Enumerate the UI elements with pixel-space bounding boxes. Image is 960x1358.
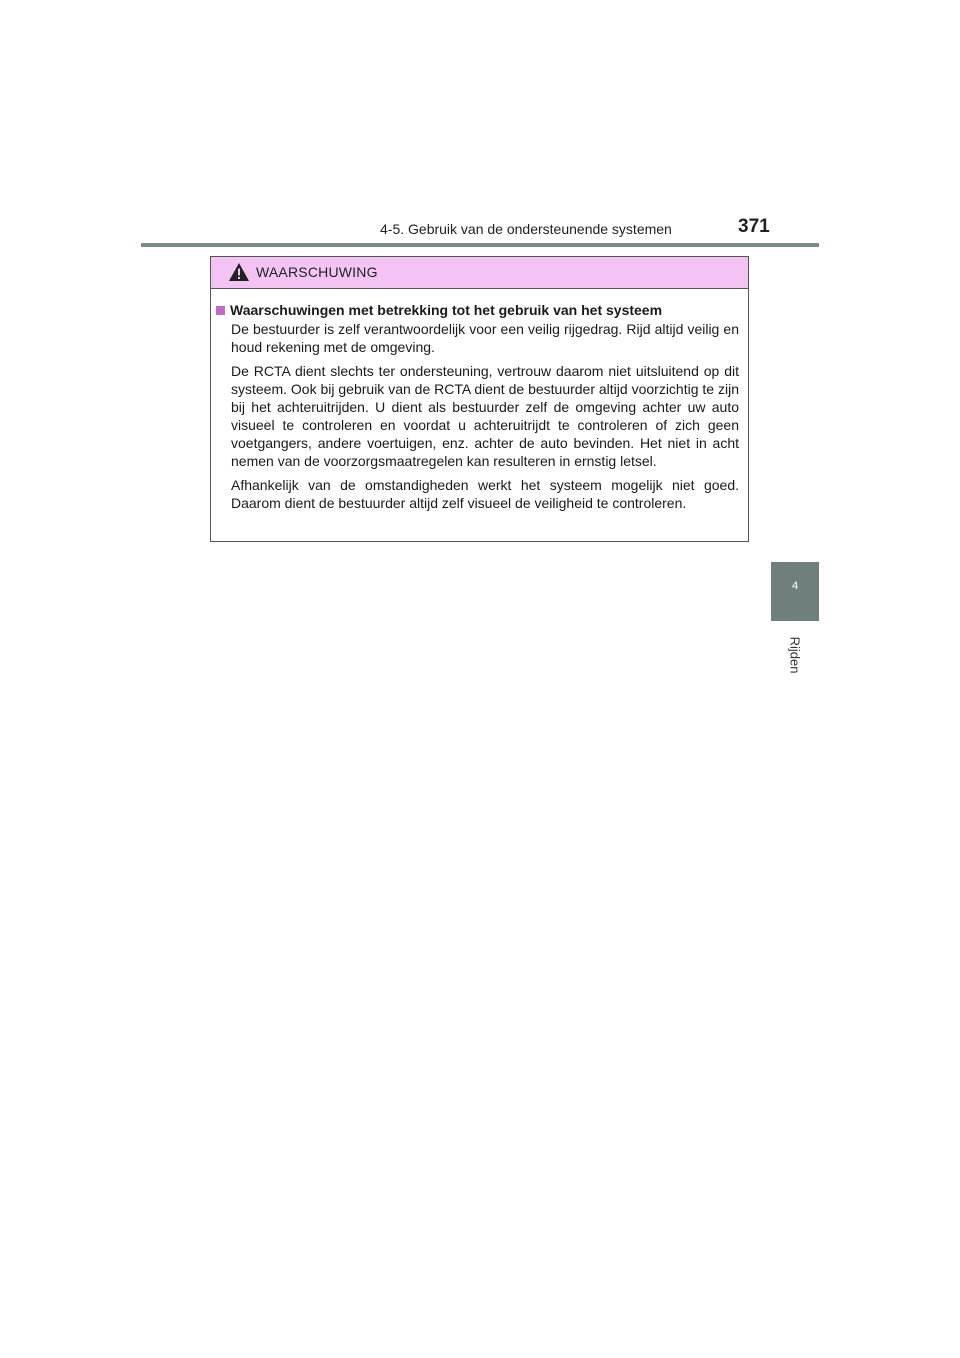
square-bullet-icon (216, 306, 225, 315)
chapter-tab (771, 562, 819, 621)
warning-heading (216, 301, 739, 319)
warning-header (211, 257, 748, 289)
header-divider (141, 243, 819, 247)
chapter-label: Rijden (787, 636, 803, 674)
chapter-number: 4 (791, 580, 799, 592)
warning-paragraph: De bestuurder is zelf verantwoordelijk voor een veilig rijgedrag. Rijd altijd veilig en houd rekening met de omgeving. (231, 321, 739, 355)
warning-title: WAARSCHUWING (256, 264, 378, 280)
warning-triangle-icon (228, 262, 250, 282)
warning-heading-text: Waarschuwingen met betrekking tot het gebruik van het systeem (230, 302, 663, 318)
warning-paragraph: Afhankelijk van de omstandigheden werkt het systeem mogelijk niet goed. Daarom dient de bestuurder altijd zelf visueel de veiligheid te controleren. (231, 477, 739, 511)
section-title: 4-5. Gebruik van de ondersteunende systemen (380, 221, 672, 237)
warning-box (210, 256, 749, 542)
warning-body (211, 289, 748, 512)
warning-paragraph: De RCTA dient slechts ter ondersteuning, vertrouw daarom niet uitsluitend op dit systeem. Ook bij gebruik van de RCTA dient de bestuurder altijd voorzichtig te zijn bij het achteruitrijden. U dient als bestuurder zelf de omgeving achter uw auto visueel te controleren en voordat u achteruitrijdt te controleren of zich geen voetgangers, andere voertuigen, enz. achter de auto bevinden. Het niet in acht nemen van de voorzorgsmaatregelen kan resulteren in ernstig letsel. (231, 363, 739, 469)
page-number: 371 (738, 216, 770, 237)
